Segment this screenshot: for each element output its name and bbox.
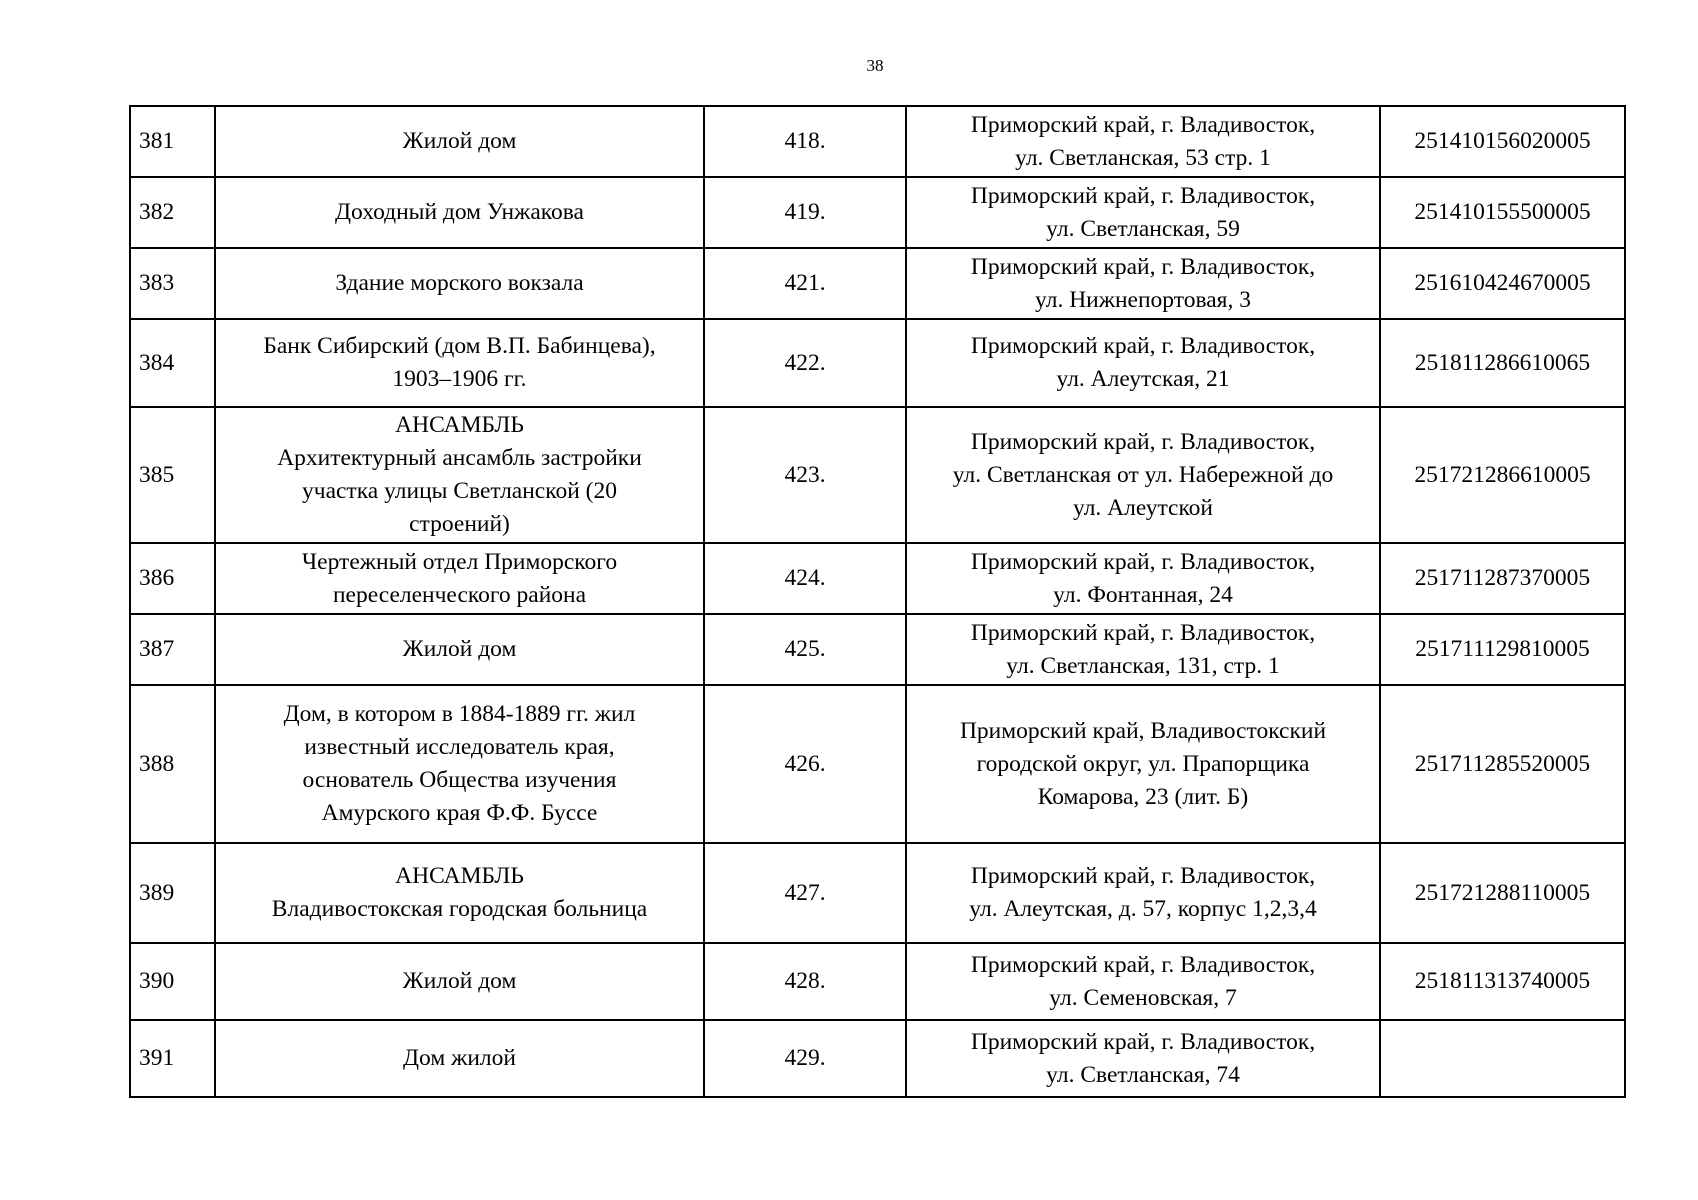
object-name-line: Амурского края Ф.Ф. Буссе: [321, 800, 598, 826]
address-line: ул. Светланская, 131, стр. 1: [1006, 652, 1280, 679]
registry-code-cell: 251721286610005: [1380, 407, 1625, 543]
object-name-cell: [215, 843, 704, 943]
object-name-line: Владивостокская городская больница: [271, 896, 648, 922]
registry-code-cell: 251811313740005: [1380, 943, 1625, 1020]
registry-code-cell: 251811286610065: [1380, 319, 1625, 407]
registry-code-cell: [1380, 1020, 1625, 1097]
table-row: [130, 248, 1625, 319]
object-name-line: Архитектурный ансамбль застройки: [277, 445, 642, 471]
row-number-cell: 387: [130, 614, 215, 685]
registry-number-cell: 421.: [704, 248, 906, 319]
registry-table-body: [130, 106, 1625, 1097]
object-name-line: Жилой дом: [402, 968, 517, 994]
address-line: Приморский край, г. Владивосток,: [970, 619, 1316, 646]
object-name-cell: [215, 614, 704, 685]
object-name-line: Дом, в котором в 1884-1889 гг. жил: [283, 701, 636, 727]
address-line: городской округ, ул. Прапорщика: [976, 750, 1310, 777]
address-cell: [906, 943, 1380, 1020]
object-name-cell: [215, 177, 704, 248]
table-row: [130, 1020, 1625, 1097]
address-line: ул. Нижнепортовая, 3: [1035, 286, 1251, 313]
registry-number-cell: 428.: [704, 943, 906, 1020]
row-number-cell: 391: [130, 1020, 215, 1097]
row-number-cell: 384: [130, 319, 215, 407]
address-cell: [906, 319, 1380, 407]
address-line: Приморский край, г. Владивосток,: [970, 111, 1316, 138]
row-number-cell: 389: [130, 843, 215, 943]
address-line: ул. Светланская, 74: [1046, 1061, 1240, 1088]
row-number-cell: 388: [130, 685, 215, 843]
table-row: [130, 843, 1625, 943]
registry-number-cell: 424.: [704, 543, 906, 614]
row-number-cell: 381: [130, 106, 215, 177]
address-line: ул. Алеутской: [1072, 494, 1214, 521]
registry-number-cell: 426.: [704, 685, 906, 843]
object-name-line: АНСАМБЛЬ: [395, 412, 524, 438]
address-cell: [906, 106, 1380, 177]
object-name-cell: [215, 319, 704, 407]
address-line: ул. Светланская, 59: [1046, 215, 1240, 242]
object-name-cell: [215, 943, 704, 1020]
address-line: ул. Алеутская, д. 57, корпус 1,2,3,4: [969, 896, 1317, 922]
address-cell: [906, 1020, 1380, 1097]
address-cell: [906, 543, 1380, 614]
table-row: [130, 407, 1625, 543]
address-cell: [906, 843, 1380, 943]
address-line: ул. Алеутская, 21: [1056, 366, 1230, 392]
registry-code-cell: 251410156020005: [1380, 106, 1625, 177]
registry-number-cell: 419.: [704, 177, 906, 248]
table-row: [130, 614, 1625, 685]
object-name-line: Банк Сибирский (дом В.П. Бабинцева),: [263, 333, 656, 359]
address-line: ул. Фонтанная, 24: [1053, 581, 1233, 608]
address-line: Приморский край, г. Владивосток,: [970, 863, 1316, 889]
address-line: Приморский край, г. Владивосток,: [970, 428, 1316, 455]
registry-code-cell: 251711285520005: [1380, 685, 1625, 843]
object-name-line: переселенческого района: [332, 581, 587, 608]
address-cell: [906, 248, 1380, 319]
object-name-line: участка улицы Светланской (20: [302, 478, 617, 504]
address-line: Приморский край, г. Владивосток,: [970, 548, 1316, 575]
row-number-cell: 385: [130, 407, 215, 543]
address-line: Приморский край, г. Владивосток,: [970, 951, 1316, 978]
registry-number-cell: 422.: [704, 319, 906, 407]
object-name-line: Жилой дом: [402, 128, 517, 154]
registry-code-cell: 251711129810005: [1380, 614, 1625, 685]
row-number-cell: 390: [130, 943, 215, 1020]
registry-number-cell: 423.: [704, 407, 906, 543]
address-line: Приморский край, Владивостокский: [959, 717, 1327, 744]
registry-number-cell: 429.: [704, 1020, 906, 1097]
table-row: [130, 177, 1625, 248]
row-number-cell: 382: [130, 177, 215, 248]
object-name-cell: [215, 1020, 704, 1097]
address-line: Приморский край, г. Владивосток,: [970, 333, 1316, 359]
address-line: ул. Семеновская, 7: [1049, 984, 1237, 1011]
table-row: [130, 943, 1625, 1020]
registry-number-cell: 418.: [704, 106, 906, 177]
object-name-line: Жилой дом: [402, 636, 517, 662]
address-line: Комарова, 23 (лит. Б): [1037, 783, 1249, 810]
object-name-line: Дом жилой: [403, 1045, 516, 1071]
object-name-line: АНСАМБЛЬ: [395, 863, 524, 889]
address-line: ул. Светланская от ул. Набережной до: [952, 461, 1334, 488]
address-cell: [906, 407, 1380, 543]
address-cell: [906, 177, 1380, 248]
object-name-line: известный исследователь края,: [304, 734, 615, 760]
row-number-cell: 383: [130, 248, 215, 319]
address-line: ул. Светланская, 53 стр. 1: [1015, 144, 1271, 171]
object-name-line: Здание морского вокзала: [335, 270, 584, 296]
object-name-cell: [215, 543, 704, 614]
table-row: [130, 319, 1625, 407]
object-name-cell: [215, 106, 704, 177]
registry-code-cell: 251610424670005: [1380, 248, 1625, 319]
table-row: [130, 685, 1625, 843]
registry-code-cell: 251410155500005: [1380, 177, 1625, 248]
object-name-line: основатель Общества изучения: [302, 767, 617, 793]
table-row: [130, 543, 1625, 614]
address-line: Приморский край, г. Владивосток,: [970, 253, 1316, 280]
row-number-cell: 386: [130, 543, 215, 614]
registry-code-cell: 251711287370005: [1380, 543, 1625, 614]
registry-number-cell: 425.: [704, 614, 906, 685]
object-name-line: Чертежный отдел Приморского: [301, 548, 618, 575]
object-name-cell: [215, 685, 704, 843]
object-name-cell: [215, 407, 704, 543]
object-name-line: Доходный дом Унжакова: [335, 199, 584, 225]
address-cell: [906, 614, 1380, 685]
address-line: Приморский край, г. Владивосток,: [970, 182, 1316, 209]
address-cell: [906, 685, 1380, 843]
object-name-cell: [215, 248, 704, 319]
object-name-line: строений): [409, 511, 510, 537]
registry-code-cell: 251721288110005: [1380, 843, 1625, 943]
page-number: 38: [866, 56, 884, 75]
object-name-line: 1903–1906 гг.: [392, 366, 527, 392]
heritage-registry-table: [129, 105, 1626, 1098]
address-line: Приморский край, г. Владивосток,: [970, 1028, 1316, 1055]
registry-number-cell: 427.: [704, 843, 906, 943]
table-row: [130, 106, 1625, 177]
